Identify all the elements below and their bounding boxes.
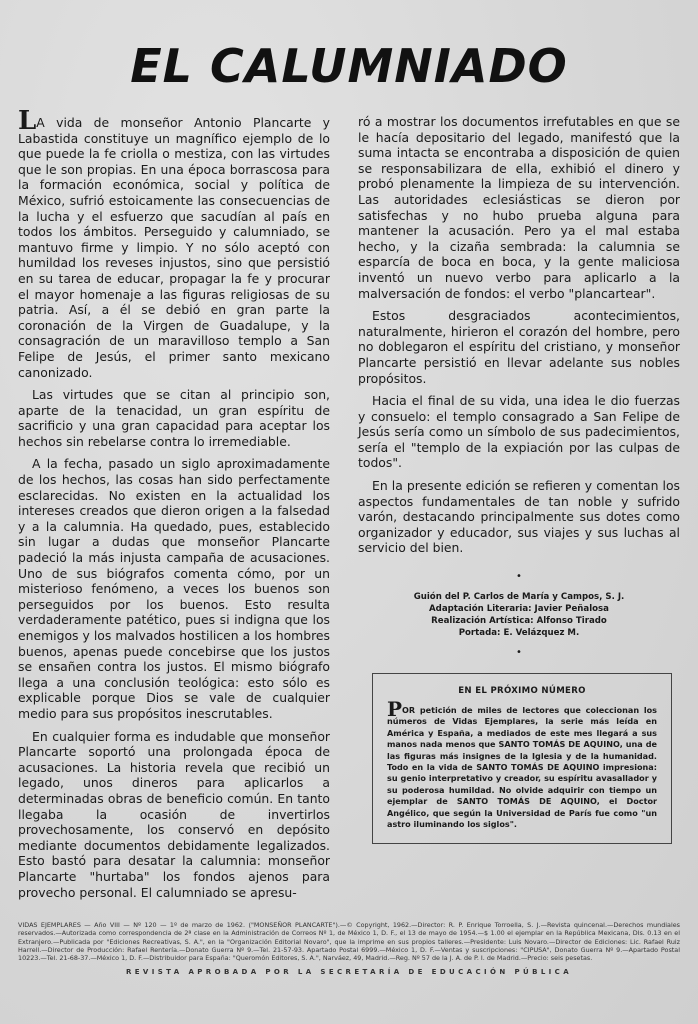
paragraph-6: Estos desgraciados acontecimientos, naturalmente, hirieron el corazón del hombre, pero no doblegaron el espíritu del cristiano, y monseñor Plancarte persistió en llevar adelante sus nobles propósitos. xyxy=(358,308,680,386)
paragraph-text: A vida de monseñor Antonio Plancarte y Labastida constituye un magnífico ejemplo de lo que puede la fe criolla o mestiza, con las virtudes que le son propias. En una época borrascosa para la formación económica, social y política de México, sufrió estoicamente las consecuencias de la lucha y el esfuerzo que sacudían al país en todos los ámbitos. Perseguido y calumniado, se mantuvo firme y limpio. Y no sólo aceptó con humildad los reveses injustos, sino que persistió en su tarea de educar, propagar la fe y procurar el mayor homenaje a las figuras religiosas de su patria. Así, a él se debió en gran parte la coronación de la Virgen de Guadalupe, y la consagración de un maravilloso templo a San Felipe de Jesús, el primer santo mexicano canonizado. xyxy=(18,115,330,380)
bullet-separator-2: • xyxy=(516,647,522,659)
paragraph-5: ró a mostrar los documentos irrefutables en que se le hacía depositario del legado, manifestó que la suma intacta se encontraba a disposición de quien se responsabilizara de ella, exhibió el dinero y probó plenamente la limpieza de su intervención. Las autoridades eclesiásticas se dieron por satisfechas y no hubo prueba alguna para mantener la acusación. Pero ya el mal estaba hecho, y la cizaña sembrada: la calumnia se esparcía de boca en boca, y la gente maliciosa inventó un nuevo verbo para aplicarlo a la malversación de fondos: el verbo "plancartear". xyxy=(358,114,680,301)
credit-art: Realización Artística: Alfonso Tirado xyxy=(431,616,607,627)
paragraph-3: A la fecha, pasado un siglo aproximadamente de los hechos, las cosas han sido perfectamente esclarecidas. No existen en la actualidad los intereses creados que dieron origen a la falsedad y a la calumnia. Ha quedado, pues, establecido sin lugar a dudas que monseñor Plancarte padeció la más injusta campaña de acusaciones. Uno de sus biógrafos comenta cómo, por un misterioso fenómeno, a veces los buenos son perseguidos por los buenos. Esto resulta verdaderamente patético, pues si indigna que los enemigos y los malvados hostilicen a los hombres buenos, apenas puede concebirse que los justos se ensañen contra los justos. El mismo biógrafo llega a una conclusión teológica: esto sólo es explicable porque Dios se vale de cualquier medio para sus propósitos inescrutables. xyxy=(18,456,330,721)
next-issue-box xyxy=(372,673,672,843)
left-column xyxy=(18,106,330,907)
credits xyxy=(358,591,680,639)
paragraph-2: Las virtudes que se citan al principio son, aparte de la tenacidad, un gran espíritu de sacrificio y una gran capacidad para aceptar los hechos sin rebelarse contra lo irremediable. xyxy=(18,387,330,449)
credit-cover: Portada: E. Velázquez M. xyxy=(458,628,580,639)
drop-cap: L xyxy=(18,106,37,136)
credit-adaptation: Adaptación Literaria: Javier Peñalosa xyxy=(429,604,609,615)
next-issue-heading: EN EL PRÓXIMO NÚMERO xyxy=(458,686,586,697)
bullet-separator: • xyxy=(516,571,522,583)
approval-line: REVISTA APROBADA POR LA SECRETARÍA DE EDUCACIÓN PÚBLICA xyxy=(125,968,573,977)
credit-script: Guión del P. Carlos de María y Campos, S. J. xyxy=(413,592,625,603)
page-title: EL CALUMNIADO xyxy=(130,39,568,93)
imprint-footer: VIDAS EJEMPLARES — Año VIII — Nº 120 — 1º de marzo de 1962. ("MONSEÑOR PLANCARTE").—© Copyright, 1962.—Director: R. P. Enrique Torroella, S. J.—Revista quincenal.—Derechos mundiales reservados.—Autorizada como correspondencia de 2ª clase en la Administración de Correos Nº 1, de México 1, D. F., el 13 de mayo de 1954.—$ 1.00 el ejemplar en la República Mexicana, Dls. 0.13 en el Extranjero.—Publicada por "Ediciones Recreativas, S. A.", en la "Organización Editorial Novaro", que la imprime en sus propios talleres.—Presidente: Luis Novaro.—Director de Ediciones: Lic. Rafael Ruiz Harrell.—Director de Producción: Rafael Rentería.—Donato Guerra Nº 9.—Tel. 21-57-93. Apartado Postal 6999.—México 1, D. F.—Ventas y suscripciones: "CIPUSA", Donato Guerra Nº 9.—Apartado Postal 10223.—Tel. 21-68-37.—México 1, D. F.—Distribuidor para España: "Queromón Editores, S. A.", Narváez, 49, Madrid.—Reg. Nº 57 de la J. A. de P. I. de Madrid.—Precio: seis pesetas. xyxy=(18,921,680,962)
paragraph-4: En cualquier forma es indudable que monseñor Plancarte soportó una prolongada época de acusaciones. La historia revela que recibió un legado, unos dineros para aplicarlos a determinadas obras de beneficio común. En tanto llegaba la ocasión de invertirlos provechosamente, los conservó en depósito mediante documentos debidamente legalizados. Esto bastó para desatar la calumnia: monseñor Plancarte "hurtaba" los fondos ajenos para provecho personal. El calumniado se apresu- xyxy=(18,728,330,900)
paragraph-7: Hacia el final de su vida, una idea le dio fuerzas y consuelo: el templo consagrado a San Felipe de Jesús sería como un símbolo de sus padecimientos, sería el "templo de la expiación por las culpas de todos". xyxy=(358,393,680,471)
article-columns xyxy=(18,106,680,907)
paragraph-1 xyxy=(18,106,330,380)
paragraph-8: En la presente edición se refieren y comentan los aspectos fundamentales de tan noble y sufrido varón, destacando principalmente sus dotes como organizador y educador, sus viajes y sus luchas al servicio del bien. xyxy=(358,478,680,556)
drop-cap: P xyxy=(387,697,403,722)
next-issue-body xyxy=(387,697,657,830)
next-issue-text: OR petición de miles de lectores que coleccionan los números de Vidas Ejemplares, la serie más leída en América y España, a mediados de este mes llegará a sus manos nada menos que SANTO TOMÁS DE AQUINO, una de las figuras más insignes de la Iglesia y de la humanidad. Todo en la vida de SANTO TOMÁS DE AQUINO impresiona: su genio interpretativo y creador, su espíritu avasallador y su poderosa humildad. No olvide adquirir con tiempo un ejemplar de SANTO TOMÁS DE AQUINO, el Doctor Angélico, que según la Universidad de París fue como "un astro iluminando los siglos". xyxy=(387,705,657,830)
right-column xyxy=(358,114,680,844)
